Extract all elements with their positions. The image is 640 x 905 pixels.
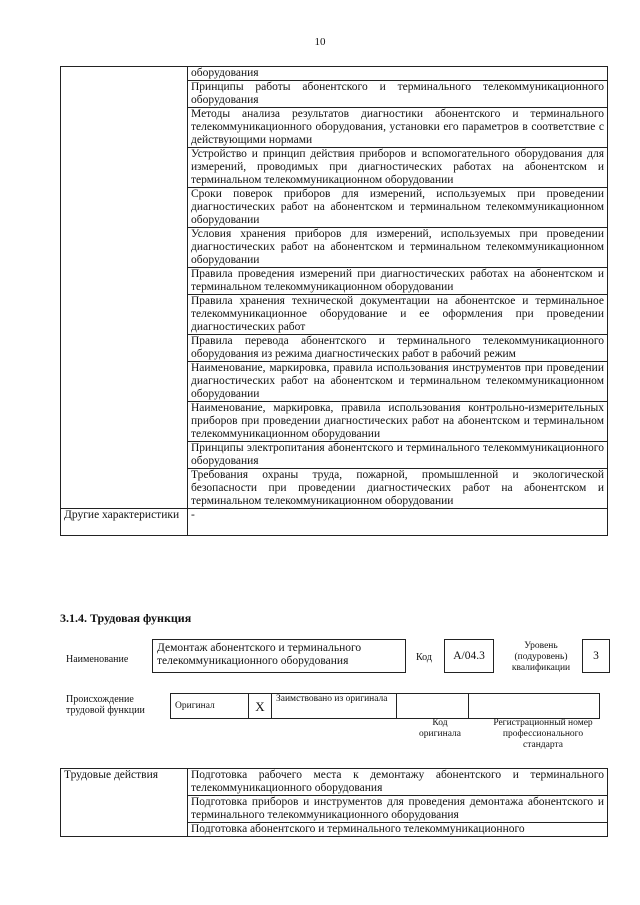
name-label: Наименование [66,654,129,665]
other-characteristics-label: Другие характеристики [61,509,188,536]
other-characteristics-row [61,509,608,536]
knowledge-item: Условия хранения приборов для измерений, используемых при проведении диагностических работ на абонентском и терминальном телекоммуникационном оборудовании [188,228,608,268]
action-item: Подготовка рабочего места к демонтажу абонентского и терминального телекоммуникационного оборудования [188,769,608,796]
original-code-cell [397,694,469,719]
actions-table [60,768,608,837]
knowledge-item: Методы анализа результатов диагностики абонентского и терминального телекоммуникационного оборудования, установки его параметров в соответствие с действующими нормами [188,108,608,148]
page-number: 10 [314,36,326,48]
function-name: Демонтаж абонентского и терминального телекоммуникационного оборудования [152,639,406,673]
knowledge-item: Сроки поверок приборов для измерений, используемых при проведении диагностических работ на абонентском и терминальном телекоммуникационном оборудовании [188,188,608,228]
knowledge-table [60,66,608,536]
knowledge-item: Требования охраны труда, пожарной, промышленной и экологической безопасности при проведении диагностических работ на абонентском и терминальном телекоммуникационном оборудовании [188,469,608,509]
original-mark: X [249,694,272,719]
knowledge-item: Правила перевода абонентского и терминального телекоммуникационного оборудования из режима диагностических работ в рабочий режим [188,335,608,362]
action-item: Подготовка абонентского и терминального телекоммуникационного [188,823,608,837]
knowledge-row [61,67,608,81]
function-level: 3 [582,639,610,673]
code-caption: Код оригинала [419,718,461,739]
knowledge-item: Наименование, маркировка, правила использования инструментов при проведении диагностических работ на абонентском и терминальном телекоммуникационном оборудовании [188,362,608,402]
origin-table [170,693,600,719]
action-item: Подготовка приборов и инструментов для проведения демонтажа абонентского и терминального телекоммуникационного оборудования [188,796,608,823]
knowledge-label-cell [61,67,188,509]
reg-caption: Регистрационный номер профессионального стандарта [493,718,593,750]
knowledge-item: оборудования [188,67,608,81]
origin-label: Происхождение трудовой функции [66,694,145,716]
code-label: Код [416,652,432,663]
level-label: Уровень (подуровень) квалификации [511,641,571,673]
knowledge-item: Наименование, маркировка, правила использования контрольно-измерительных приборов при проведении диагностических работ на абонентском и терминальном телекоммуникационном оборудовании [188,402,608,442]
reg-number-cell [469,694,600,719]
knowledge-item: Устройство и принцип действия приборов и вспомогательного оборудования для измерений, проводимых при диагностических работах на абонентском и терминальном телекоммуникационном оборудовании [188,148,608,188]
action-row [61,769,608,796]
actions-label: Трудовые действия [61,769,188,837]
borrowed-label: Заимствовано из оригинала [272,694,397,719]
knowledge-item: Правила проведения измерений при диагностических работах на абонентском и терминальном телекоммуникационном оборудовании [188,268,608,295]
other-characteristics-value: - [188,509,608,536]
knowledge-item: Принципы электропитания абонентского и терминального телекоммуникационного оборудования [188,442,608,469]
original-label: Оригинал [171,694,249,719]
function-code: A/04.3 [444,639,494,673]
knowledge-item: Правила хранения технической документации на абонентское и терминальное телекоммуникационное оборудование и ее оформления при проведении диагностических работ [188,295,608,335]
section-title: 3.1.4. Трудовая функция [60,611,192,625]
knowledge-item: Принципы работы абонентского и терминального телекоммуникационного оборудования [188,81,608,108]
